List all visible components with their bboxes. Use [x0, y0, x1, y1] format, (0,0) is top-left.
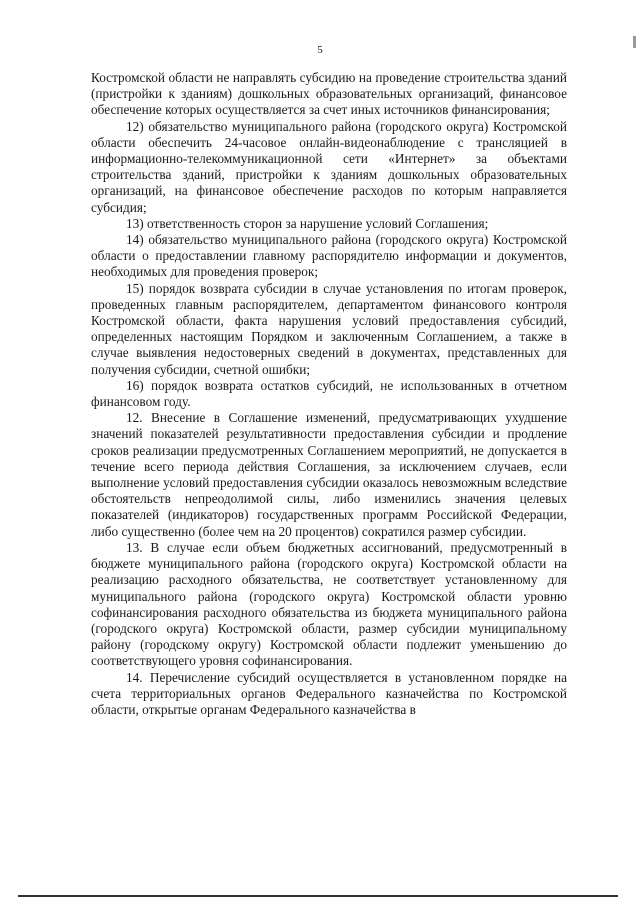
- paragraph-item-15: 15) порядок возврата субсидии в случае установления по итогам проверок, проведенных главным распорядителем, департаментом финансового контроля Костромской области, факта нарушения условий предоставления субсидий, определенных настоящим Порядком и заключенным Соглашением, а также в случае выявления недостоверных сведений в документах, представленных для получения субсидии, счетной ошибки;: [91, 280, 567, 377]
- paragraph-continuation: Костромской области не направлять субсидию на проведение строительства зданий (пристройки к зданиям) дошкольных образовательных организаций, финансовое обеспечение которых осуществляется за счет иных источников финансирования;: [91, 70, 567, 118]
- paragraph-item-14: 14) обязательство муниципального района (городского округа) Костромской области о предоставлении главному распорядителю информации и документов, необходимых для проведения проверок;: [91, 232, 567, 280]
- paragraph-item-12: 12) обязательство муниципального района (городского округа) Костромской области обеспечить 24-часовое онлайн-видеонаблюдение с трансляцией в информационно-телекоммуникационной сети «Интернет» за объектами строительства зданий, пристройки к зданиям дошкольных образовательных организаций, на финансовое обеспечение расходов по которым направляется субсидия;: [91, 118, 567, 215]
- paragraph-item-16: 16) порядок возврата остатков субсидий, не использованных в отчетном финансовом году.: [91, 377, 567, 410]
- paragraph-section-13: 13. В случае если объем бюджетных ассигнований, предусмотренный в бюджете муниципального района (городского округа) Костромской области на реализацию расходного обязательства, не соответствует установленному для муниципального района (городского округа) Костромской области уровню софинансирования расходного обязательства из бюджета муниципального района (городского округа) Костромской области, размер субсидии муниципальному району (городскому округу) Костромской области подлежит уменьшению до соответствующего уровня софинансирования.: [91, 539, 567, 669]
- bottom-rule: [18, 895, 618, 897]
- paragraph-section-14: 14. Перечисление субсидий осуществляется в установленном порядке на счета территориальных органов Федерального казначейства по Костромской области, открытые органам Федерального казначейства в: [91, 669, 567, 717]
- paragraph-section-12: 12. Внесение в Соглашение изменений, предусматривающих ухудшение значений показателей результативности предоставления субсидии и продление сроков реализации предусмотренных Соглашением мероприятий, не допускается в течение всего периода действия Соглашения, за исключением случаев, если выполнение условий предоставления субсидии оказалось невозможным вследствие обстоятельств непреодолимой силы, либо изменились значения целевых показателей (индикаторов) государственных программ Российской Федерации, либо существенно (более чем на 20 процентов) сократился размер субсидии.: [91, 410, 567, 539]
- document-body: [91, 70, 567, 718]
- page-edge-mark: [633, 36, 636, 48]
- paragraph-item-13: 13) ответственность сторон за нарушение условий Соглашения;: [126, 215, 489, 231]
- page-number: 5: [317, 44, 323, 56]
